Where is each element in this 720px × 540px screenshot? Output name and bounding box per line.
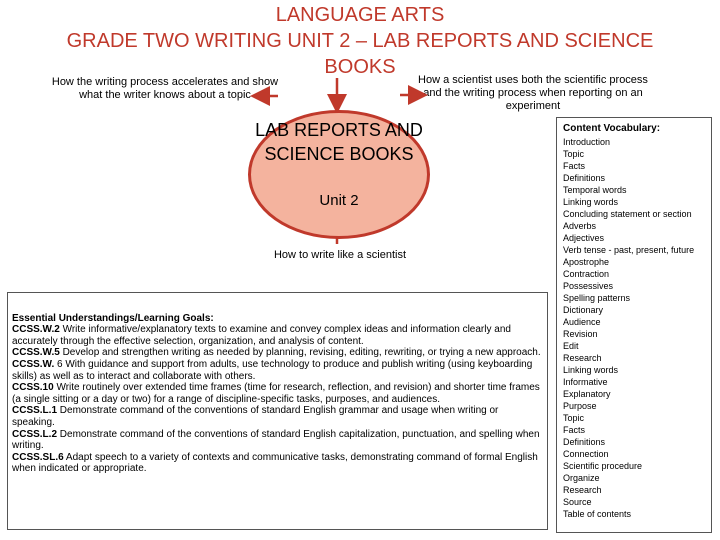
page-title-line-1: LANGUAGE ARTS	[275, 4, 445, 26]
standard-item	[12, 382, 543, 405]
topic-unit: Unit 2	[319, 192, 359, 209]
page-title-line-2: GRADE TWO WRITING UNIT 2 – LAB REPORTS AND SCIENCE	[66, 30, 654, 52]
standard-code: CCSS.W.2	[12, 324, 60, 336]
vocabulary-item: Contraction	[563, 269, 610, 279]
vocabulary-item: Topic	[563, 149, 585, 159]
page-title-line-3: BOOKS	[324, 56, 396, 78]
note-write-like-scientist: How to write like a scientist	[273, 249, 407, 261]
standard-code: CCSS.10	[12, 382, 54, 394]
standard-text: Write informative/explanatory texts to examine and convey complex ideas and information clearly and accurately through the effective selection, organization, and analysis of content.	[12, 324, 511, 347]
vocabulary-item: Topic	[563, 413, 585, 423]
standard-item	[12, 324, 543, 347]
standard-code: CCSS.SL.6	[12, 451, 64, 463]
vocabulary-item: Linking words	[563, 197, 619, 207]
standard-code: CCSS.L.1	[12, 405, 58, 417]
note-scientist-process: How a scientist uses both the scientific process and the writing process when reporting on an experiment	[418, 74, 648, 112]
vocabulary-item: Introduction	[563, 137, 611, 147]
vocabulary-item: Edit	[563, 341, 579, 351]
standard-text: Demonstrate command of the conventions of standard English capitalization, punctuation, and spelling when writing.	[12, 428, 540, 452]
vocabulary-item: Informative	[563, 377, 608, 387]
content-vocabulary-box	[556, 117, 712, 533]
standard-item	[12, 452, 543, 475]
vocabulary-item: Scientific procedure	[563, 461, 643, 471]
vocabulary-item: Connection	[563, 449, 609, 459]
vocabulary-item: Revision	[563, 329, 598, 339]
vocabulary-item: Facts	[563, 161, 586, 171]
standard-text: 6 With guidance and support from adults, use technology to produce and publish writing (using keyboarding skills) as well as to interact and collaborate with others.	[12, 358, 533, 382]
standard-code: CCSS.W.5	[12, 347, 60, 359]
standard-text: Demonstrate command of the conventions of standard English grammar and usage when writing or speaking.	[12, 405, 499, 428]
standard-text: Develop and strengthen writing as needed by planning, revising, editing, rewriting, or trying a new approach.	[59, 347, 541, 359]
vocabulary-item: Purpose	[563, 401, 597, 411]
standards-list	[12, 324, 543, 475]
vocabulary-list	[563, 136, 711, 520]
vocabulary-item: Temporal words	[563, 185, 627, 195]
standard-code: CCSS.W.	[12, 358, 55, 370]
vocabulary-item: Concluding statement or section	[563, 209, 692, 219]
standard-code: CCSS.L.2	[12, 428, 58, 440]
vocabulary-item: Adjectives	[563, 233, 605, 243]
standard-item	[12, 347, 543, 359]
vocabulary-item: Dictionary	[563, 305, 604, 315]
topic-title: LAB REPORTS AND SCIENCE BOOKS	[255, 120, 423, 164]
vocabulary-item: Source	[563, 497, 592, 507]
vocabulary-item: Definitions	[563, 437, 606, 447]
vocabulary-item: Definitions	[563, 173, 606, 183]
vocabulary-item: Adverbs	[563, 221, 597, 231]
essential-understandings-box	[7, 292, 548, 530]
vocabulary-item: Explanatory	[563, 389, 611, 399]
note-writing-process: How the writing process accelerates and show what the writer knows about a topic	[51, 76, 279, 101]
vocabulary-item: Organize	[563, 473, 600, 483]
vocabulary-item: Facts	[563, 425, 586, 435]
standard-text: Adapt speech to a variety of contexts and communicative tasks, demonstrating command of formal English when indicated or appropriate.	[12, 451, 538, 475]
standard-item	[12, 405, 543, 428]
standard-item	[12, 359, 543, 382]
understandings-heading: Essential Understandings/Learning Goals:	[12, 312, 214, 324]
standard-text: Write routinely over extended time frames (time for research, reflection, and revision) and shorter time frames (a single sitting or a day or two) for a range of discipline-specific tasks, purposes, and audiences.	[12, 382, 540, 405]
vocabulary-heading: Content Vocabulary:	[563, 123, 661, 134]
vocabulary-item: Audience	[563, 317, 601, 327]
vocabulary-item: Apostrophe	[563, 257, 610, 267]
vocabulary-item: Table of contents	[563, 509, 632, 519]
vocabulary-item: Research	[563, 353, 602, 363]
standard-item	[12, 429, 543, 452]
vocabulary-item: Linking words	[563, 365, 619, 375]
vocabulary-item: Research	[563, 485, 602, 495]
vocabulary-item: Possessives	[563, 281, 614, 291]
vocabulary-item: Verb tense - past, present, future	[563, 245, 695, 255]
vocabulary-item: Spelling patterns	[563, 293, 631, 303]
